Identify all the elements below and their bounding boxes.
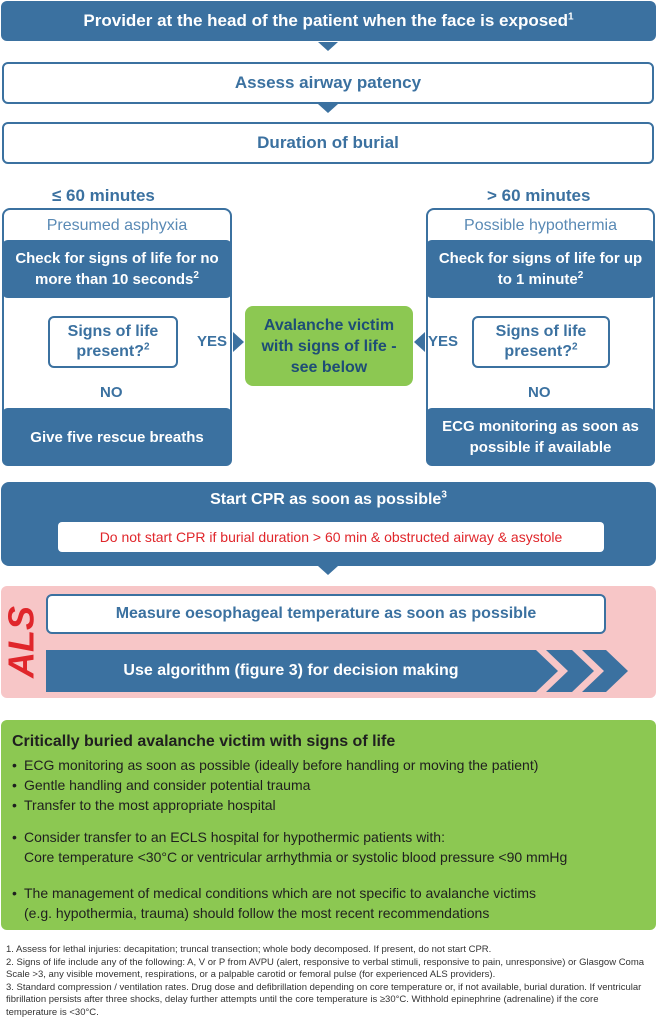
als-algorithm-label (46, 650, 536, 692)
critical-bullet-management: • The management of medical conditions which are not specific to avalanche victims (e.g. hypothermia, trauma) should follow the most recent recommendations (12, 883, 652, 923)
center-green-box (245, 306, 413, 386)
footnote-3: 3. Standard compression / ventilation rates. Drug dose and defibrillation depending on core temperature or, if not available, burial duration. If ventricular fibrillation persists after three shocks, delay further attempts until the core temperature is ≥30°C. Withhold epinephrine (adrenaline) if the core temperature is <30°C. (6, 981, 642, 1018)
als-label-text: ALS (0, 606, 42, 678)
left-yes-label: YES (197, 333, 228, 350)
assess-airway-box (2, 62, 654, 104)
cpr-title-text: Start CPR as soon as possible$^3$ (210, 489, 447, 508)
critical-list-1 (12, 755, 652, 815)
top-bar-text: Provider at the head of the patient when the face is exposed$^1$ (83, 11, 574, 30)
left-check-text: Check for signs of life for no more than 10 seconds$^2$ (15, 250, 219, 288)
assess-airway-text: Assess airway patency (234, 73, 422, 92)
critical-list-3 (12, 883, 652, 923)
right-signs-text: Signs of life present?$^2$ (495, 323, 587, 360)
arrow-1 (318, 42, 338, 51)
critical-bullet-2: • Gentle handling and consider potential trauma (12, 775, 652, 795)
right-check-box (426, 240, 655, 298)
cpr-title (1, 488, 656, 512)
footnotes (6, 944, 651, 1019)
left-signs-box (48, 316, 178, 368)
cpr-warning-box (58, 522, 604, 552)
left-subtitle: Presumed asphyxia (46, 217, 188, 234)
right-check-text: Check for signs of life for up to 1 minute$^2$ (438, 250, 643, 288)
top-bar (1, 1, 656, 41)
critical-list-2 (12, 827, 652, 867)
left-signs-text: Signs of life present?$^2$ (67, 323, 159, 360)
als-label (0, 590, 42, 694)
arrow-2 (318, 104, 338, 113)
center-green-text: Avalanche victim with signs of life - see below (261, 316, 397, 376)
left-no-label: NO (100, 384, 123, 401)
als-algorithm-text: Use algorithm (figure 3) for decision making (123, 662, 459, 679)
right-signs-box (472, 316, 610, 368)
duration-text: Duration of burial (257, 133, 399, 152)
als-measure-text: Measure oesophageal temperature as soon as possible (115, 605, 537, 622)
left-action-text: Give five rescue breaths (30, 428, 204, 446)
right-action-box (426, 408, 655, 466)
left-check-box (2, 240, 232, 298)
right-heading: > 60 minutes (487, 186, 591, 205)
right-subtitle: Possible hypothermia (464, 217, 617, 234)
critical-bullet-3: • Transfer to the most appropriate hospital (12, 795, 652, 815)
arrow-cpr (318, 566, 338, 575)
critical-bullet-1: • ECG monitoring as soon as possible (ideally before handling or moving the patient) (12, 755, 652, 775)
cpr-warning-text: Do not start CPR if burial duration > 60 min & obstructed airway & asystole (99, 529, 563, 545)
critical-title: Critically buried avalanche victim with signs of life (12, 733, 396, 750)
right-yes-label: YES (428, 333, 459, 350)
left-heading: ≤ 60 minutes (52, 186, 155, 205)
left-action-box (2, 408, 232, 466)
als-label-svg (0, 590, 42, 694)
duration-box (2, 122, 654, 164)
right-no-label: NO (528, 384, 551, 401)
footnote-1: 1. Assess for lethal injuries: decapitation; truncal transection; whole body decomposed. If present, do not start CPR. (6, 944, 492, 955)
als-measure-box (46, 594, 606, 634)
footnote-2: 2. Signs of life include any of the following: A, V or P from AVPU (alert, responsive to verbal stimuli, responsive to pain, unresponsive) or Glasgow Coma Scale >3, any visible movement, respirations, or a palpable carotid or femoral pulse (for experienced ALS providers). (6, 956, 645, 980)
right-yes-arrow (414, 332, 425, 352)
right-action-text: ECG monitoring as soon as possible if available (442, 418, 639, 456)
critical-bullet-ecls: • Consider transfer to an ECLS hospital for hypothermic patients with: Core temperature <30°C or ventricular arrhythmia or systolic blood pressure <90 mmHg (12, 827, 652, 867)
left-yes-arrow (233, 332, 244, 352)
